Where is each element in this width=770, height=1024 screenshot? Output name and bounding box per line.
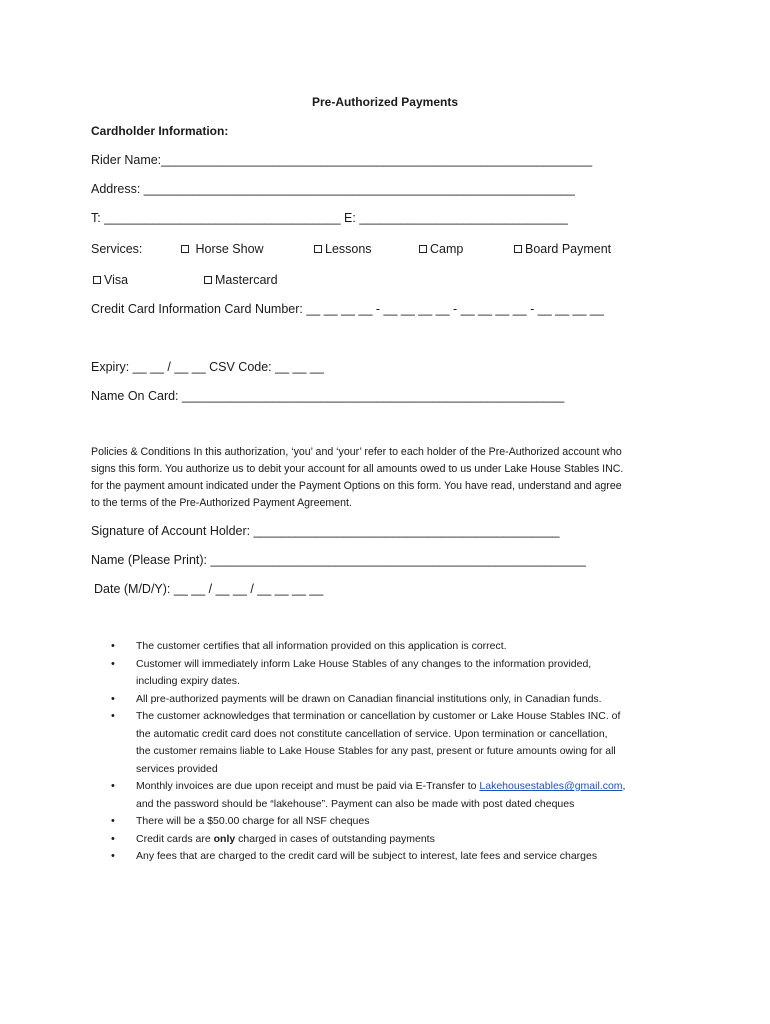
print-name-field[interactable]: Name (Please Print): ______________________________________________________ bbox=[91, 553, 586, 567]
terms-list bbox=[111, 638, 681, 866]
card-mastercard[interactable] bbox=[204, 273, 278, 287]
list-item-text: and the password should be “lakehouse”. Payment can also be made with post dated cheques bbox=[136, 797, 575, 810]
emphasis-text: only bbox=[213, 832, 236, 845]
list-item-text: the customer remains liable to Lake House Stables for any past, present or future amounts owing for all bbox=[136, 745, 616, 757]
address-field[interactable]: Address: ______________________________________________________________ bbox=[91, 182, 575, 196]
list-item-text: The customer acknowledges that termination or cancellation by customer or Lake House Stables INC. of bbox=[136, 710, 621, 722]
list-item bbox=[111, 656, 681, 691]
card-mastercard-label: Mastercard bbox=[215, 273, 278, 287]
list-item bbox=[111, 638, 681, 656]
list-item-text: the automatic credit card does not constitute cancellation of service. Upon termination or cancellation, bbox=[136, 727, 608, 740]
list-item bbox=[111, 831, 681, 849]
service-camp[interactable] bbox=[419, 242, 463, 256]
card-visa[interactable] bbox=[93, 273, 128, 287]
list-item bbox=[111, 691, 681, 709]
checkbox-icon[interactable] bbox=[314, 245, 322, 253]
list-item bbox=[111, 813, 681, 831]
list-item-text: , bbox=[622, 780, 626, 792]
checkbox-icon[interactable] bbox=[204, 276, 212, 284]
list-item bbox=[111, 778, 681, 813]
date-field[interactable]: Date (M/D/Y): __ __ / __ __ / __ __ __ __ bbox=[94, 582, 324, 596]
list-item-text: charged in cases of outstanding payments bbox=[235, 832, 435, 845]
list-item-text: There will be a $50.00 charge for all NSF cheques bbox=[136, 815, 370, 827]
service-board-payment-label: Board Payment bbox=[525, 242, 612, 256]
expiry-csv-field[interactable]: Expiry: __ __ / __ __ CSV Code: __ __ __ bbox=[91, 360, 324, 374]
policies-paragraph: Policies & Conditions In this authorization, ‘you’ and ‘your’ refer to each holder of the Pre-Authorized account who signs this form. You authorize us to debit your account for all amounts owed to us under Lake House Stables INC. for the payment amount indicated under the Payment Options on this form. You have read, understand and agree to the terms of the Pre-Authorized Payment Agreement. bbox=[91, 446, 624, 509]
list-item-text: The customer certifies that all information provided on this application is correct. bbox=[136, 640, 507, 652]
list-item-text: services provided bbox=[136, 762, 218, 775]
services-label: Services: bbox=[91, 242, 143, 256]
signature-field[interactable]: Signature of Account Holder: ____________________________________________ bbox=[91, 524, 560, 538]
name-on-card-field[interactable]: Name On Card: _______________________________________________________ bbox=[91, 389, 565, 403]
service-lessons[interactable] bbox=[314, 242, 372, 256]
checkbox-icon[interactable] bbox=[93, 276, 101, 284]
service-lessons-label: Lessons bbox=[325, 242, 372, 256]
service-horse-show[interactable] bbox=[181, 242, 264, 256]
checkbox-icon[interactable] bbox=[514, 245, 522, 253]
list-item bbox=[111, 708, 681, 778]
checkbox-icon[interactable] bbox=[419, 245, 427, 253]
service-camp-label: Camp bbox=[430, 242, 464, 256]
list-item-text: Credit cards are bbox=[136, 832, 214, 845]
list-item-text: Monthly invoices are due upon receipt and must be paid via E-Transfer to bbox=[136, 780, 480, 792]
rider-name-field[interactable]: Rider Name:______________________________________________________________ bbox=[91, 153, 593, 167]
service-board-payment[interactable] bbox=[514, 242, 611, 256]
card-visa-label: Visa bbox=[104, 273, 129, 287]
checkbox-icon[interactable] bbox=[181, 245, 189, 253]
phone-email-field[interactable]: T: __________________________________ E: ______________________________ bbox=[91, 211, 568, 225]
service-horse-show-label: Horse Show bbox=[195, 242, 264, 256]
form-title: Pre-Authorized Payments bbox=[311, 95, 459, 109]
list-item-text: Customer will immediately inform Lake House Stables of any changes to the information provided, bbox=[136, 657, 592, 670]
card-number-field[interactable]: Credit Card Information Card Number: __ __ __ __ - __ __ __ __ - __ __ __ __ - __ __ __ __ bbox=[91, 302, 604, 316]
list-item-text: Any fees that are charged to the credit card will be subject to interest, late fees and service charges bbox=[136, 850, 598, 862]
list-item-text: including expiry dates. bbox=[136, 675, 240, 687]
list-item-text: All pre-authorized payments will be drawn on Canadian financial institutions only, in Canadian funds. bbox=[136, 692, 602, 705]
list-item bbox=[111, 848, 681, 866]
cardholder-heading: Cardholder Information: bbox=[91, 124, 229, 138]
email-link[interactable]: Lakehousestables@gmail.com bbox=[479, 780, 623, 792]
